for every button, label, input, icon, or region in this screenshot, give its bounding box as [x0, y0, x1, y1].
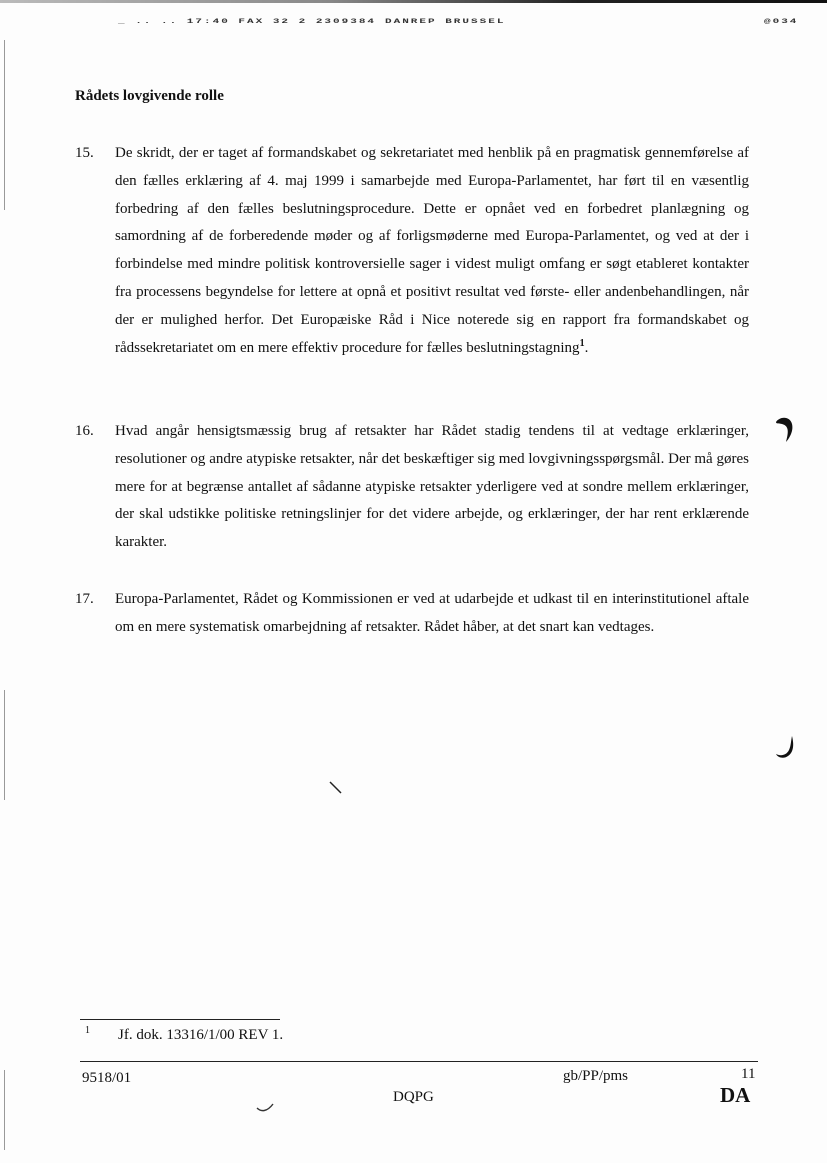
footer-divider [80, 1061, 758, 1062]
footer-department: DQPG [393, 1089, 434, 1105]
paragraph-15 [75, 140, 755, 362]
footnote-divider [80, 1019, 280, 1020]
fax-header-left: _ .. .. 17:40 FAX 32 2 2309384 [118, 18, 377, 26]
section-heading: Rådets lovgivende rolle [75, 88, 224, 104]
fax-transmission-rule [0, 0, 827, 3]
paragraph-number: 16. [75, 423, 94, 439]
fax-header [0, 18, 827, 34]
footer-initials: gb/PP/pms [563, 1068, 629, 1084]
footnote-reference[interactable]: 1 [579, 337, 585, 349]
paragraph-text: Hvad angår hensigtsmæssig brug af retsakter har Rådet stadig tendens til at vedtage erklæringer, resolutioner og andre atypiske retsakter, når det beskæftiger sig med lovgivningsspørgsmål. Der må gøres mere for at begrænse antallet af sådanne atypiske retsakter yderligere ved at sondre mellem erklæringer, der skal udstikke politiske retningslinjer for det videre arbejde, og erklæringer, der har rent erklærende karakter. [115, 423, 749, 551]
punch-hole-mark [772, 734, 798, 762]
footnote-mark: 1 [85, 1025, 90, 1036]
scan-speck [328, 780, 344, 796]
paragraph-number: 15. [75, 145, 94, 161]
paragraph-text [115, 140, 749, 362]
fax-header-middle: DANREP BRUSSEL [385, 18, 506, 26]
scan-edge-line [4, 40, 5, 210]
paragraph-number: 17. [75, 591, 94, 607]
footnote-text: Jf. dok. 13316/1/00 REV 1. [118, 1027, 284, 1043]
paragraph-17 [75, 586, 755, 642]
paragraph-end: . [584, 339, 589, 356]
footer-page-number: 11 [741, 1066, 756, 1082]
paragraph-body: De skridt, der er taget af formandskabet og sekretariatet med henblik på en pragmatisk gennemførelse af den fælles erklæring af 4. maj 1999 i samarbejde med Europa-Parlamentet, har ført til en væsentlig forbedring af den fælles beslutningsprocedure. Dette er opnået ved en forbedret planlægning og samordning af de forberedende møder og af forligsmøderne med Europa-Parlamentet, og ved at der i forbindelse med mindre politisk kontroversielle sager i videst muligt omfang er søgt etableret kontakter fra processens begyndelse for lettere at opnå et positivt resultat ved første- eller andenbehandlingen, når der er mulighed herfor. Det Europæiske Råd i Nice noterede sig en rapport fra formandskabet og rådssekretariatet om en mere effektiv procedure for fælles beslutningstagning [115, 145, 749, 356]
fax-header-right: @034 [764, 18, 799, 26]
punch-hole-mark [772, 414, 798, 444]
paragraph-text: Europa-Parlamentet, Rådet og Kommissionen er ved at udarbejde et udkast til en interinstitutionel aftale om en mere systematisk omarbejdning af retsakter. Rådet håber, at det snart kan vedtages. [115, 591, 749, 635]
scan-edge-line [4, 1070, 5, 1150]
scan-edge-line [4, 690, 5, 800]
scan-speck [255, 1100, 275, 1114]
paragraph-16 [75, 418, 755, 557]
footer-doc-number: 9518/01 [82, 1070, 132, 1086]
footer-language-code: DA [720, 1083, 751, 1107]
